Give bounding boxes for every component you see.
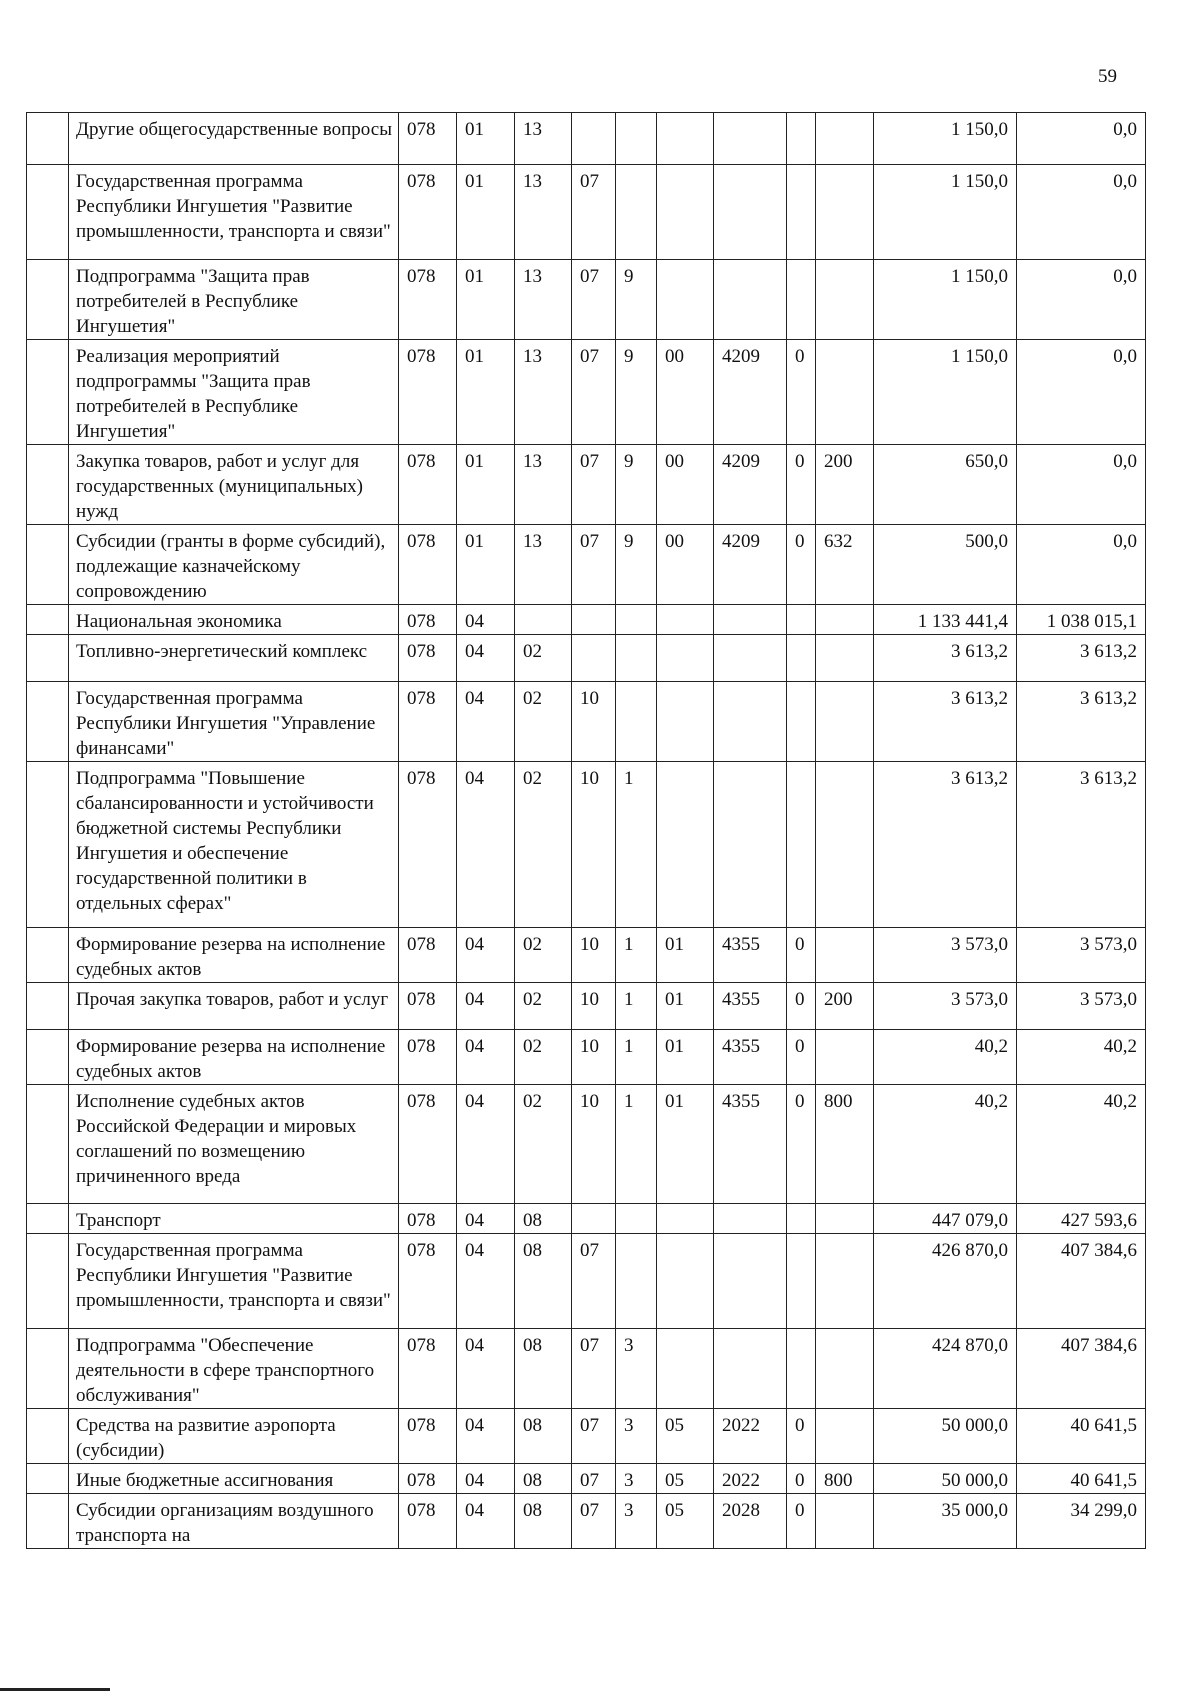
expense-type-code: 800	[816, 1085, 874, 1204]
expense-type-code	[816, 165, 874, 260]
amount-executed: 1 038 015,1	[1017, 605, 1146, 635]
amount-executed: 407 384,6	[1017, 1234, 1146, 1329]
direction-suffix	[787, 165, 816, 260]
expense-type-code	[816, 1494, 874, 1549]
subprogram-code	[616, 165, 657, 260]
section-code: 01	[457, 165, 515, 260]
direction-suffix	[787, 635, 816, 682]
section-code: 04	[457, 635, 515, 682]
item-name: Реализация мероприятий подпрограммы "Защита прав потребителей в Республике Ингушетия"	[69, 340, 399, 445]
subsection-code: 08	[515, 1329, 572, 1409]
amount-planned: 1 150,0	[874, 165, 1017, 260]
row-number-cell	[27, 762, 69, 928]
amount-executed: 40,2	[1017, 1030, 1146, 1085]
table-row	[27, 1204, 1146, 1234]
item-name: Государственная программа Республики Ингушетия "Управление финансами"	[69, 682, 399, 762]
table-row	[27, 113, 1146, 165]
program-code: 07	[572, 1494, 616, 1549]
row-number-cell	[27, 113, 69, 165]
activity-code	[657, 605, 714, 635]
ministry-code: 078	[399, 928, 457, 983]
amount-planned: 50 000,0	[874, 1464, 1017, 1494]
subprogram-code: 1	[616, 928, 657, 983]
direction-suffix: 0	[787, 1409, 816, 1464]
subprogram-code: 1	[616, 983, 657, 1030]
amount-planned: 1 133 441,4	[874, 605, 1017, 635]
ministry-code: 078	[399, 340, 457, 445]
ministry-code: 078	[399, 1494, 457, 1549]
section-code: 01	[457, 340, 515, 445]
direction-suffix: 0	[787, 1494, 816, 1549]
section-code: 04	[457, 1464, 515, 1494]
amount-executed: 0,0	[1017, 445, 1146, 525]
direction-code: 4355	[714, 983, 787, 1030]
direction-suffix	[787, 762, 816, 928]
direction-suffix	[787, 113, 816, 165]
activity-code: 01	[657, 928, 714, 983]
section-code: 01	[457, 525, 515, 605]
row-number-cell	[27, 260, 69, 340]
direction-suffix	[787, 605, 816, 635]
amount-executed: 3 613,2	[1017, 762, 1146, 928]
ministry-code: 078	[399, 682, 457, 762]
activity-code	[657, 165, 714, 260]
section-code: 04	[457, 762, 515, 928]
item-name: Формирование резерва на исполнение судебных актов	[69, 928, 399, 983]
program-code: 07	[572, 1234, 616, 1329]
ministry-code: 078	[399, 635, 457, 682]
direction-suffix: 0	[787, 525, 816, 605]
amount-executed: 40 641,5	[1017, 1464, 1146, 1494]
item-name: Подпрограмма "Защита прав потребителей в Республике Ингушетия"	[69, 260, 399, 340]
subprogram-code	[616, 682, 657, 762]
program-code: 10	[572, 983, 616, 1030]
table-row	[27, 1030, 1146, 1085]
amount-planned: 35 000,0	[874, 1494, 1017, 1549]
subprogram-code	[616, 635, 657, 682]
amount-planned: 447 079,0	[874, 1204, 1017, 1234]
activity-code: 05	[657, 1409, 714, 1464]
amount-planned: 40,2	[874, 1085, 1017, 1204]
subsection-code: 08	[515, 1464, 572, 1494]
subsection-code: 13	[515, 113, 572, 165]
row-number-cell	[27, 635, 69, 682]
table-row	[27, 1234, 1146, 1329]
direction-code: 4209	[714, 525, 787, 605]
program-code	[572, 1204, 616, 1234]
amount-executed: 3 573,0	[1017, 983, 1146, 1030]
amount-planned: 1 150,0	[874, 113, 1017, 165]
amount-executed: 3 613,2	[1017, 682, 1146, 762]
ministry-code: 078	[399, 1464, 457, 1494]
ministry-code: 078	[399, 605, 457, 635]
direction-suffix: 0	[787, 983, 816, 1030]
direction-code	[714, 762, 787, 928]
direction-suffix: 0	[787, 1464, 816, 1494]
direction-code	[714, 1329, 787, 1409]
row-number-cell	[27, 445, 69, 525]
item-name: Иные бюджетные ассигнования	[69, 1464, 399, 1494]
direction-code	[714, 605, 787, 635]
amount-planned: 500,0	[874, 525, 1017, 605]
item-name: Транспорт	[69, 1204, 399, 1234]
expense-type-code	[816, 635, 874, 682]
program-code	[572, 605, 616, 635]
table-row	[27, 165, 1146, 260]
program-code: 10	[572, 1085, 616, 1204]
ministry-code: 078	[399, 445, 457, 525]
activity-code	[657, 260, 714, 340]
subsection-code: 13	[515, 445, 572, 525]
program-code: 07	[572, 340, 616, 445]
table-body	[27, 113, 1146, 1549]
table-row	[27, 1464, 1146, 1494]
table-row	[27, 762, 1146, 928]
section-code: 04	[457, 1329, 515, 1409]
subsection-code: 08	[515, 1409, 572, 1464]
page-number: 59	[1098, 66, 1117, 87]
activity-code	[657, 113, 714, 165]
direction-suffix: 0	[787, 445, 816, 525]
direction-code: 4355	[714, 928, 787, 983]
expense-type-code	[816, 605, 874, 635]
activity-code: 01	[657, 1085, 714, 1204]
direction-code: 2028	[714, 1494, 787, 1549]
item-name: Подпрограмма "Обеспечение деятельности в сфере транспортного обслуживания"	[69, 1329, 399, 1409]
program-code: 10	[572, 682, 616, 762]
program-code	[572, 635, 616, 682]
table-row	[27, 983, 1146, 1030]
item-name: Топливно-энергетический комплекс	[69, 635, 399, 682]
section-code: 04	[457, 1204, 515, 1234]
subprogram-code: 1	[616, 1030, 657, 1085]
ministry-code: 078	[399, 525, 457, 605]
table-row	[27, 525, 1146, 605]
subprogram-code: 1	[616, 762, 657, 928]
table-row	[27, 1409, 1146, 1464]
section-code: 04	[457, 1494, 515, 1549]
subsection-code: 02	[515, 1085, 572, 1204]
table-row	[27, 260, 1146, 340]
item-name: Формирование резерва на исполнение судебных актов	[69, 1030, 399, 1085]
ministry-code: 078	[399, 1234, 457, 1329]
activity-code	[657, 1329, 714, 1409]
item-name: Подпрограмма "Повышение сбалансированности и устойчивости бюджетной системы Республики Ингушетия и обеспечение государственной политики в отдельных сферах"	[69, 762, 399, 928]
row-number-cell	[27, 682, 69, 762]
activity-code: 00	[657, 525, 714, 605]
subprogram-code	[616, 605, 657, 635]
amount-planned: 650,0	[874, 445, 1017, 525]
amount-planned: 3 573,0	[874, 928, 1017, 983]
amount-executed: 34 299,0	[1017, 1494, 1146, 1549]
row-number-cell	[27, 1329, 69, 1409]
amount-planned: 3 573,0	[874, 983, 1017, 1030]
row-number-cell	[27, 1234, 69, 1329]
item-name: Исполнение судебных актов Российской Федерации и мировых соглашений по возмещению причиненного вреда	[69, 1085, 399, 1204]
item-name: Национальная экономика	[69, 605, 399, 635]
ministry-code: 078	[399, 1030, 457, 1085]
scan-edge-line	[0, 1688, 110, 1691]
table-row	[27, 605, 1146, 635]
section-code: 04	[457, 1234, 515, 1329]
direction-code	[714, 682, 787, 762]
expense-type-code: 200	[816, 445, 874, 525]
amount-planned: 3 613,2	[874, 682, 1017, 762]
section-code: 04	[457, 682, 515, 762]
item-name: Субсидии (гранты в форме субсидий), подлежащие казначейскому сопровождению	[69, 525, 399, 605]
subsection-code: 02	[515, 682, 572, 762]
amount-planned: 1 150,0	[874, 260, 1017, 340]
subsection-code: 08	[515, 1234, 572, 1329]
subsection-code: 13	[515, 340, 572, 445]
item-name: Закупка товаров, работ и услуг для государственных (муниципальных) нужд	[69, 445, 399, 525]
ministry-code: 078	[399, 113, 457, 165]
program-code: 07	[572, 260, 616, 340]
expense-type-code	[816, 1204, 874, 1234]
expense-type-code	[816, 1030, 874, 1085]
row-number-cell	[27, 1464, 69, 1494]
expense-type-code	[816, 1234, 874, 1329]
ministry-code: 078	[399, 983, 457, 1030]
section-code: 01	[457, 113, 515, 165]
direction-suffix	[787, 1204, 816, 1234]
subprogram-code	[616, 113, 657, 165]
direction-code	[714, 165, 787, 260]
program-code: 07	[572, 1409, 616, 1464]
direction-suffix: 0	[787, 1085, 816, 1204]
direction-suffix	[787, 260, 816, 340]
subprogram-code: 9	[616, 445, 657, 525]
table-row	[27, 928, 1146, 983]
table-row	[27, 340, 1146, 445]
activity-code	[657, 1204, 714, 1234]
subprogram-code: 3	[616, 1494, 657, 1549]
row-number-cell	[27, 1409, 69, 1464]
subsection-code	[515, 605, 572, 635]
amount-executed: 0,0	[1017, 340, 1146, 445]
row-number-cell	[27, 525, 69, 605]
expense-type-code: 632	[816, 525, 874, 605]
expense-type-code	[816, 340, 874, 445]
program-code	[572, 113, 616, 165]
amount-executed: 40 641,5	[1017, 1409, 1146, 1464]
subsection-code: 02	[515, 1030, 572, 1085]
subsection-code: 08	[515, 1204, 572, 1234]
activity-code	[657, 635, 714, 682]
subprogram-code: 9	[616, 260, 657, 340]
amount-planned: 424 870,0	[874, 1329, 1017, 1409]
expense-type-code	[816, 260, 874, 340]
direction-code	[714, 1204, 787, 1234]
subsection-code: 02	[515, 928, 572, 983]
subsection-code: 02	[515, 983, 572, 1030]
subprogram-code: 9	[616, 525, 657, 605]
item-name: Прочая закупка товаров, работ и услуг	[69, 983, 399, 1030]
table-row	[27, 445, 1146, 525]
direction-suffix	[787, 1329, 816, 1409]
activity-code	[657, 1234, 714, 1329]
section-code: 04	[457, 605, 515, 635]
direction-suffix: 0	[787, 1030, 816, 1085]
expense-type-code: 800	[816, 1464, 874, 1494]
subprogram-code: 9	[616, 340, 657, 445]
amount-executed: 427 593,6	[1017, 1204, 1146, 1234]
subsection-code: 02	[515, 635, 572, 682]
direction-code	[714, 113, 787, 165]
amount-planned: 40,2	[874, 1030, 1017, 1085]
row-number-cell	[27, 983, 69, 1030]
ministry-code: 078	[399, 165, 457, 260]
amount-executed: 3 613,2	[1017, 635, 1146, 682]
subsection-code: 13	[515, 525, 572, 605]
section-code: 04	[457, 1030, 515, 1085]
direction-code	[714, 635, 787, 682]
amount-planned: 3 613,2	[874, 635, 1017, 682]
program-code: 07	[572, 1329, 616, 1409]
ministry-code: 078	[399, 260, 457, 340]
direction-suffix	[787, 1234, 816, 1329]
direction-code: 2022	[714, 1464, 787, 1494]
row-number-cell	[27, 340, 69, 445]
amount-executed: 40,2	[1017, 1085, 1146, 1204]
expense-type-code	[816, 113, 874, 165]
amount-planned: 1 150,0	[874, 340, 1017, 445]
direction-code: 4355	[714, 1030, 787, 1085]
budget-table	[26, 112, 1146, 1549]
subsection-code: 08	[515, 1494, 572, 1549]
subprogram-code	[616, 1234, 657, 1329]
row-number-cell	[27, 165, 69, 260]
ministry-code: 078	[399, 1204, 457, 1234]
section-code: 04	[457, 1409, 515, 1464]
activity-code: 01	[657, 1030, 714, 1085]
row-number-cell	[27, 1030, 69, 1085]
direction-suffix: 0	[787, 340, 816, 445]
amount-executed: 407 384,6	[1017, 1329, 1146, 1409]
program-code: 07	[572, 525, 616, 605]
direction-suffix: 0	[787, 928, 816, 983]
ministry-code: 078	[399, 762, 457, 928]
activity-code: 01	[657, 983, 714, 1030]
direction-code	[714, 1234, 787, 1329]
section-code: 01	[457, 445, 515, 525]
amount-planned: 426 870,0	[874, 1234, 1017, 1329]
amount-executed: 0,0	[1017, 525, 1146, 605]
section-code: 04	[457, 983, 515, 1030]
amount-planned: 50 000,0	[874, 1409, 1017, 1464]
amount-executed: 0,0	[1017, 165, 1146, 260]
table-row	[27, 1085, 1146, 1204]
section-code: 01	[457, 260, 515, 340]
program-code: 07	[572, 445, 616, 525]
program-code: 07	[572, 1464, 616, 1494]
expense-type-code	[816, 682, 874, 762]
subsection-code: 13	[515, 260, 572, 340]
table-row	[27, 635, 1146, 682]
activity-code	[657, 682, 714, 762]
row-number-cell	[27, 928, 69, 983]
item-name: Субсидии организациям воздушного транспорта на	[69, 1494, 399, 1549]
activity-code	[657, 762, 714, 928]
table-row	[27, 682, 1146, 762]
subsection-code: 13	[515, 165, 572, 260]
subprogram-code: 3	[616, 1329, 657, 1409]
activity-code: 00	[657, 445, 714, 525]
expense-type-code	[816, 1409, 874, 1464]
ministry-code: 078	[399, 1085, 457, 1204]
table-row	[27, 1494, 1146, 1549]
program-code: 10	[572, 762, 616, 928]
item-name: Государственная программа Республики Ингушетия "Развитие промышленности, транспорта и связи"	[69, 1234, 399, 1329]
subprogram-code	[616, 1204, 657, 1234]
item-name: Государственная программа Республики Ингушетия "Развитие промышленности, транспорта и связи"	[69, 165, 399, 260]
ministry-code: 078	[399, 1329, 457, 1409]
subsection-code: 02	[515, 762, 572, 928]
direction-suffix	[787, 682, 816, 762]
subprogram-code: 3	[616, 1409, 657, 1464]
expense-type-code	[816, 762, 874, 928]
amount-executed: 0,0	[1017, 260, 1146, 340]
direction-code: 4209	[714, 445, 787, 525]
expense-type-code	[816, 928, 874, 983]
section-code: 04	[457, 1085, 515, 1204]
amount-planned: 3 613,2	[874, 762, 1017, 928]
ministry-code: 078	[399, 1409, 457, 1464]
item-name: Средства на развитие аэропорта (субсидии)	[69, 1409, 399, 1464]
item-name: Другие общегосударственные вопросы	[69, 113, 399, 165]
activity-code: 00	[657, 340, 714, 445]
direction-code	[714, 260, 787, 340]
row-number-cell	[27, 605, 69, 635]
expense-type-code: 200	[816, 983, 874, 1030]
subprogram-code: 1	[616, 1085, 657, 1204]
amount-executed: 3 573,0	[1017, 928, 1146, 983]
direction-code: 4209	[714, 340, 787, 445]
row-number-cell	[27, 1085, 69, 1204]
activity-code: 05	[657, 1464, 714, 1494]
section-code: 04	[457, 928, 515, 983]
row-number-cell	[27, 1494, 69, 1549]
program-code: 07	[572, 165, 616, 260]
direction-code: 4355	[714, 1085, 787, 1204]
table-row	[27, 1329, 1146, 1409]
expense-type-code	[816, 1329, 874, 1409]
direction-code: 2022	[714, 1409, 787, 1464]
activity-code: 05	[657, 1494, 714, 1549]
program-code: 10	[572, 1030, 616, 1085]
amount-executed: 0,0	[1017, 113, 1146, 165]
program-code: 10	[572, 928, 616, 983]
subprogram-code: 3	[616, 1464, 657, 1494]
row-number-cell	[27, 1204, 69, 1234]
